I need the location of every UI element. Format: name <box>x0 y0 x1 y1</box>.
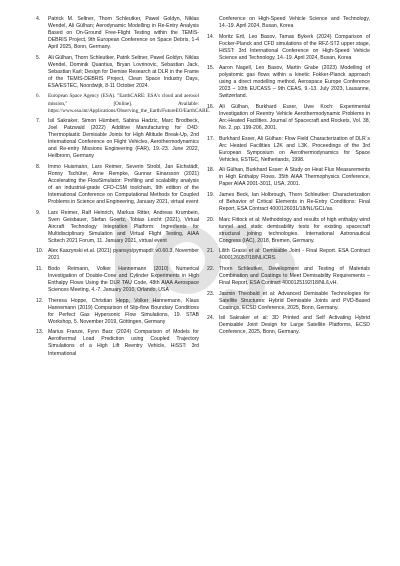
reference-item <box>36 118 199 160</box>
reference-text: Conference on High-Speed Vehicle Science and Technology, 14.-19. April 2024, Busan, Korea <box>219 16 370 30</box>
reference-item <box>207 104 370 132</box>
reference-list-right <box>207 16 370 336</box>
reference-text: Ali Gülhan, Burkhard Esser, Uwe Koch: Experimental Investigation of Reentry Vehicle Aerothermodynamic Problems in Arc-Heated Facilities. Journal of Spacecraft and Rockets, Vol. 38, No. 2, pp. 199-206, 2001. <box>219 104 370 132</box>
reference-text: James Beck, Ian Holbrough, Thorn Schleutker: Characterization of Behavior of Critical Elements in Re-Entry Conditions: Final Report, ESA Contract 4000126031/18/NL/GCL/as. <box>219 192 370 213</box>
reference-item <box>207 315 370 336</box>
reference-text: Lars Reimer, Ralf Heinrich, Markus Ritter, Andreas Krumbein, Sven Geisbauer, Stefan Goertz, Tobias Leicht (2021), Virtual Aircraft Technology Integration Platform: Ingredients for Multidisciplinary Simulation and Virtual Flight Testing, AIAA Scitech 2021 Forum, 11. January 2021, virtual event <box>48 209 199 244</box>
reference-item <box>207 65 370 100</box>
reference-item-continuation <box>207 16 370 30</box>
reference-item <box>207 136 370 164</box>
reference-number: 8. <box>36 163 41 170</box>
reference-item <box>207 266 370 287</box>
reference-text: Immo Huismann, Lars Reimer, Severin Strobl, Jan Eichstädt, Ronny Tschüter, Arne Rempke, Gunnar Einarsson (2021) Accelerating the FlowSimulator: Profiling and scalability analysis of an industrial-grade CFD-CSM toolchain, 9th edition of the International Conference on Computational Methods for Coupled Problems in Science and Engineering, January 2021, virtual event <box>48 163 199 206</box>
reference-item <box>36 248 199 262</box>
reference-item <box>207 291 370 312</box>
reference-item <box>207 167 370 188</box>
reference-item <box>36 210 199 245</box>
reference-item <box>207 192 370 213</box>
reference-item <box>36 329 199 357</box>
reference-item <box>207 217 370 245</box>
reference-item <box>36 266 199 294</box>
reference-number: 5. <box>36 54 41 61</box>
reference-number: 22. <box>207 265 215 272</box>
reference-item <box>207 34 370 62</box>
reference-text: Burkhard Esser, Ali Gülhan: Flow Field Characterization of DLR´s Arc Heated Facilities L2K and L3K. Proceedings of the 3rd European Symposium on Aerothermodynamics for Space Vehicles, ESTEC, Netherlands, 1998. <box>219 135 370 163</box>
reference-text: Lilith Grassi et al: Demisable Joint - Final Report. ESA Contract 4000126057/18/NL/CRS. <box>219 248 370 262</box>
reference-item <box>36 164 199 206</box>
reference-text: Patrick M. Seltner, Thorn Schleutker, Pawel Goldyn, Niklas Wendel, Ali Gülhan; Aerodynamic Modelling in Re-Entry Analysis Based on On-Ground Free-Flight Testing within the TEMIS-DEBRIS Project, 9th European Conference on Space Debris, 1-4 April 2025, Bonn, Germany. <box>48 16 199 51</box>
reference-text: Jasmin Theobald et al: Advanced Demisable Technologies for Satellite Structures: Hybrid Demisable Joints and PVD-Based Coatings, ECSD Conference, 2025, Bonn, Germany. <box>219 290 370 311</box>
reference-item <box>36 16 199 51</box>
references-column-left <box>36 16 210 361</box>
reference-number: 11. <box>36 266 43 272</box>
reference-text: Isil Sakraker et al: 3D Printed and Self Activating Hybrid Demisable Joint Design for Large Satellite Platforms, ECSD Conference, 2025, Bonn, Germany. <box>219 315 370 336</box>
reference-text: Ali Gülhan, Burkhard Esser: A Study on Heat Flux Measurements in High Enthalpy Flows. 35th AIAA Thermophysics Conference, Paper AIAA 2001-3011, USA, 2001. <box>219 167 370 188</box>
reference-number: 17. <box>207 135 215 142</box>
reference-number: 16. <box>207 104 215 111</box>
reference-text: European Space Agency (ESA). "EarthCARE: ESA's cloud and aerosol mission," [Online]. Available: https://www.esa.int/Applications/Observing_the_Earth/FutureEO/EarthCARE. <box>48 93 210 114</box>
reference-item <box>36 93 210 114</box>
reference-number: 12. <box>36 297 44 304</box>
reference-text: Moritz Ertl, Leo Basov, Tamas Bykerk (2024) Comparison of Focker-Planck and CFD simulations of the RFZ-ST2 upper stage, HiSST: 3rd International Conference on High-Speed Vehicle Science and Technology, 14.-19. April 2024, Busan, Korea <box>219 33 370 61</box>
reference-text: Bodo Reimann, Volker Hannemann (2010) Numerical Investigation of Double-Cone and Cylinder Experiments in High Enthalpy Flows Using the DLR TAU Code, 48th AIAA Aerospace Sciences Meeting, 4.-7. January 2010, Orlando, USA <box>48 266 199 294</box>
reference-number: 14. <box>207 33 215 40</box>
reference-number: 19. <box>207 192 215 199</box>
reference-item <box>36 55 199 90</box>
reference-number: 20. <box>207 216 215 223</box>
reference-number: 18. <box>207 167 215 174</box>
reference-text: Marc Fittock et al: Methodology and results of high enthalpy wind tunnel and static demisability tests for existing spacecraft structural joining technologies. International Astronautical Congress (IAC), 2018, Bremen, Germany. <box>219 216 370 244</box>
reference-number: 6. <box>36 93 40 100</box>
reference-text: Alex Kaszynski et.al. (2021) pyansys/pymapdl: v0.60.3, November 2021 <box>48 248 199 262</box>
reference-number: 4. <box>36 16 41 22</box>
reference-text: Aaron Nagell, Leo Basov, Martin Grabe (2023) Modelling of polyatomic gas flows within a kinetic Fokker-Planck approach using a direct modelling method, Aerospace Europe Conference 2023 – 10th EUCASS – 9th CEAS, 9.-13. July 2023, Lausanne, Switzerland. <box>219 65 370 100</box>
reference-text: Ali Gülhan, Thorn Schleutker, Patrik Seltner, Pawel Goldyn, Niklas Wendel, Dominik Quantius, Bryan Lovrinovic, Sebastian Jack, Sebastian Karl; Design for Demise Research at DLR in the Frame of the TEMIS-DEBRIS Project, Clean Space Industry Days, ESA/ESTEC, Noordwijk, 8-11 October 2024. <box>48 54 199 89</box>
reference-number: 23. <box>207 290 215 297</box>
reference-number: 21. <box>207 248 215 255</box>
reference-text: Marius Franze, Fynn Barz (2024) Comparison of Models for Aerothermal Load Prediction using Coupled Trajectory Simulations of a High Lift Reentry Vehicle, HiSST: 3rd International <box>48 329 199 357</box>
reference-number: 7. <box>36 118 41 125</box>
reference-text: Isil Sakraker, Simon Hümbert, Sabina Hadzic, Marc Brodbeck, Joel Patzwald (2022) Additive Manufacturing for D4D: Thermoplastic Demisable Joints for High Altitude Break-Up, 2nd International Conference on Flight Vehicles, Aerothermodynamics and Re-entry Missions Engineering (FAR), 19.-23. June 2022, Heilbronn, Germany <box>48 118 199 160</box>
reference-text: Theresa Hoppe, Christian Hepp, Volker Hannemann, Klaus Hannemann (2019) Comparison of Slip-flow Boundary Conditions for Perfect Gas Hypersonic Flow Simulations, 19. STAB Workshop, 5. November 2019, Göttingen, Germany <box>48 297 199 325</box>
reference-number: 10. <box>36 248 44 255</box>
reference-number: 24. <box>207 315 215 322</box>
references-column-right <box>207 16 370 340</box>
reference-list-left <box>36 16 210 358</box>
reference-number: 13. <box>36 329 44 336</box>
reference-text: Thorn Schleutker, Development and Testing of Materials Combination and Coatings to Meet Demisability Requirements – Final Report, ESA Contract 4000125192/18/NL/LvH. <box>219 265 370 287</box>
reference-item <box>207 248 370 262</box>
reference-item <box>36 298 199 326</box>
reference-number: 15. <box>207 65 215 72</box>
reference-number: 9. <box>36 209 41 216</box>
